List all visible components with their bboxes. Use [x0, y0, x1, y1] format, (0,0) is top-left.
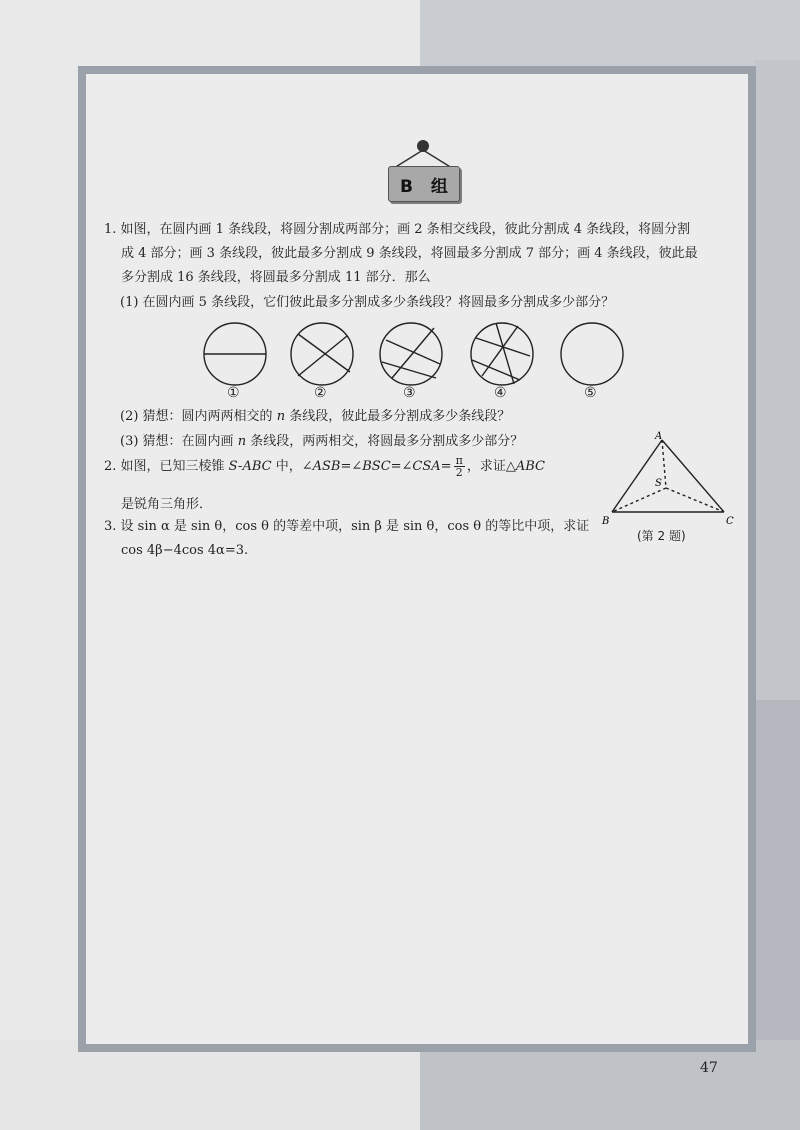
problem-1-line-1: 1. 如图，在圆内画 1 条线段，将圆分割成两部分；画 2 条相交线段，彼此分割成 4 条线段，将圆分割: [104, 222, 691, 237]
fraction-denominator: 2: [455, 466, 463, 479]
vertex-label-c: C: [726, 516, 734, 527]
problem-1-line-2: 成 4 部分；画 3 条线段，彼此最多分割成 9 条线段，将圆最多分割成 7 部分；画 4 条线段，彼此最: [121, 246, 698, 261]
problem-1-line-3: 多分割成 16 条线段，将圆最多分割成 11 部分．那么: [121, 270, 431, 285]
vertex-label-b: B: [602, 516, 610, 527]
vertex-label-a: A: [655, 431, 663, 442]
problem-2-triangle: ABC: [515, 459, 545, 474]
circle-2: [291, 323, 353, 385]
problem-3-line-1: 3. 设 sin α 是 sin θ，cos θ 的等差中项，sin β 是 sin θ，cos θ 的等比中项，求证: [104, 519, 590, 534]
circle-label-2: ②: [314, 385, 327, 401]
section-title: B 组: [400, 176, 454, 197]
sub-3-prefix: (3) 猜想：在圆内画: [120, 434, 238, 449]
section-title-plate: [388, 166, 460, 202]
decor-band-bottom-left: [0, 1040, 420, 1130]
problem-3-line-2: cos 4β−4cos 4α=3.: [121, 543, 249, 558]
problem-2-angles: ∠ASB=∠BSC=∠CSA=: [301, 459, 452, 474]
problem-1-sub-1: (1) 在圆内画 5 条线段，它们彼此最多分割成多少条线段？将圆最多分割成多少部分？: [120, 295, 615, 310]
decor-band-top: [420, 0, 800, 70]
problem-2: [104, 455, 545, 479]
pyramid-figure: [600, 430, 745, 530]
problem-1: [104, 218, 698, 290]
circle-label-3: ③: [403, 385, 416, 401]
problem-1-sub-3: [120, 430, 523, 449]
figure-caption: (第 2 题): [637, 529, 686, 543]
sub-2-var: n: [276, 409, 286, 424]
problem-2-pyramid-name: S-ABC: [228, 459, 272, 474]
circle-figures: [200, 312, 640, 402]
page-number: 47: [700, 1060, 718, 1076]
circle-5: [561, 323, 623, 385]
sub-2-prefix: (2) 猜想：圆内两两相交的: [120, 409, 277, 424]
sub-2-suffix: 条线段，彼此最多分割成多少条线段？: [285, 409, 511, 424]
decor-band-right-lower: [755, 700, 800, 1050]
sub-3-var: n: [237, 434, 247, 449]
section-sign: [382, 138, 472, 208]
circle-label-1: ①: [227, 385, 240, 401]
problem-1-sub-2: [120, 405, 510, 424]
sub-3-suffix: 条线段，两两相交，将圆最多分割成多少部分？: [246, 434, 524, 449]
fraction-numerator: π: [455, 454, 463, 467]
problem-2-fraction: [454, 455, 465, 478]
problem-2-tail: ，求证△: [466, 459, 516, 474]
circle-label-5: ⑤: [584, 385, 597, 401]
circle-3: [380, 323, 442, 385]
problem-2-line-2: 是锐角三角形．: [121, 497, 213, 512]
problem-2-mid: 中，: [271, 459, 302, 474]
vertex-label-s: S: [655, 478, 662, 489]
circle-label-4: ④: [494, 385, 507, 401]
decor-band-bottom: [420, 1040, 800, 1130]
problem-2-prefix: 2. 如图，已知三棱锥: [104, 459, 229, 474]
